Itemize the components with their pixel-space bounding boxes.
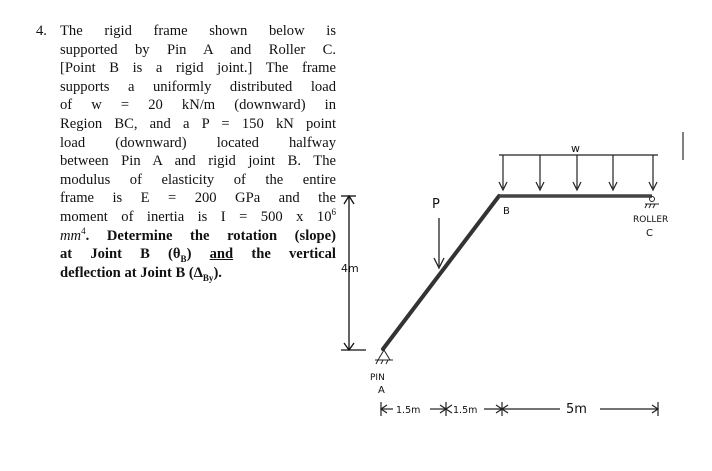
roller-point-label: C: [646, 228, 653, 239]
member-ab: [383, 196, 499, 349]
problem-line-8: between Pin A and rigid joint B. The: [60, 153, 336, 170]
problem-line-10: frame is E = 200 GPa and the: [60, 190, 336, 207]
load-label: w: [571, 142, 580, 155]
point-load-label: P: [432, 197, 440, 212]
problem-line-7: load (downward) located halfway: [60, 134, 336, 151]
height-label: 4m: [341, 262, 359, 275]
and-paren: ): [186, 246, 192, 263]
joint-b-label: B: [503, 206, 510, 217]
and-underlined: and: [209, 246, 234, 263]
problem-line-9: modulus of elasticity of the entire: [60, 171, 336, 188]
inertia-text: moment of inertia is I = 500 x 10: [60, 208, 332, 225]
inertia-exponent: 6: [331, 207, 336, 218]
point-load-arrow: [434, 218, 444, 268]
pin-support: [375, 350, 393, 364]
dim-3-label: 5m: [566, 402, 587, 417]
problem-line-2: supported by Pin A and Roller C.: [60, 41, 336, 58]
unit-exponent: 4: [81, 225, 86, 236]
dim-2-label: 1.5m: [453, 405, 478, 416]
dim-1-label: 1.5m: [396, 405, 421, 416]
problem-line-3: [Point B is a rigid joint.] The frame: [60, 60, 336, 77]
problem-number: 4.: [36, 23, 47, 39]
vertical-text: the vertical: [251, 246, 336, 263]
problem-line-5-text: of w = 20 kN/m (downward) in: [60, 97, 336, 114]
determine-text: . Determine the rotation (slope): [85, 227, 336, 244]
distributed-load: [499, 155, 658, 190]
unit-mm: mm: [60, 227, 82, 244]
pin-label: PIN: [370, 373, 385, 383]
problem-line-6: Region BC, and a P = 150 kN point: [60, 115, 336, 132]
pin-point-label: A: [378, 385, 385, 396]
problem-line-1: The rigid frame shown below is: [60, 23, 336, 39]
deflection-text: deflection at Joint B (Δ: [60, 264, 203, 281]
problem-line-4: supports a uniformly distributed load: [60, 78, 336, 95]
roller-support: [645, 197, 659, 209]
closing-text: ).: [213, 264, 222, 281]
rotation-text: at Joint B (θ: [60, 246, 181, 263]
theta-subscript: B: [180, 254, 187, 265]
delta-subscript: By: [202, 272, 214, 283]
roller-label: ROLLER: [633, 215, 669, 225]
bottom-dimension-line: [381, 402, 658, 416]
